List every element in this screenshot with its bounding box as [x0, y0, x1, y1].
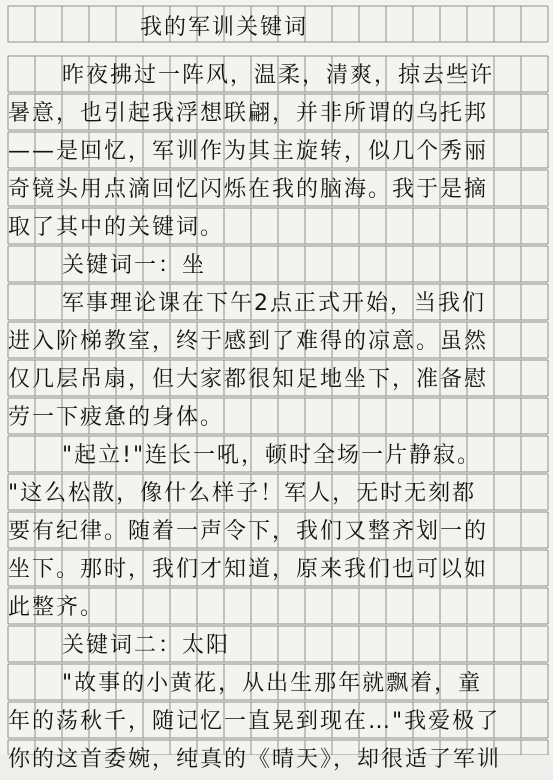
essay-line-18: 年的荡秋千，随记忆一直晃到现在…"我爱极了 — [8, 709, 501, 734]
essay-line-7: 军事理论课在下午2点正式开始，当我们 — [62, 291, 486, 316]
essay-line-13: 要有纪律。随着一声令下，我们又整齐划一的 — [8, 519, 489, 544]
essay-title: 我的军训关键词 — [140, 15, 309, 40]
essay-line-10: 劳一下疲惫的身体。 — [8, 405, 225, 430]
essay-line-1: 昨夜拂过一阵风，温柔，清爽，掠去些许 — [62, 63, 495, 88]
essay-line-6: 关键词一：坐 — [62, 253, 207, 278]
essay-line-9: 仅几层吊扇，但大家都很知足地坐下，准备慰 — [8, 367, 489, 392]
essay-line-3: ——是回忆，军训作为其主旋转，似几个秀丽 — [8, 139, 489, 164]
essay-line-12: "这么松散，像什么样子！军人，无时无刻都 — [8, 481, 477, 506]
essay-line-14: 坐下。那时，我们才知道，原来我们也可以如 — [8, 557, 489, 582]
essay-line-15: 此整齐。 — [8, 595, 105, 620]
essay-line-4: 奇镜头用点滴回忆闪烁在我的脑海。我于是摘 — [8, 177, 489, 202]
essay-line-11: "起立!"连长一吼，顿时全场一片静寂。 — [62, 443, 482, 468]
essay-line-17: "故事的小黄花，从出生那年就飘着，童 — [62, 671, 483, 696]
essay-line-2: 暑意，也引起我浮想联翩，并非所谓的乌托邦 — [8, 101, 489, 126]
essay-line-8: 进入阶梯教室，终于感到了难得的凉意。虽然 — [8, 329, 489, 354]
essay-line-16: 关键词二：太阳 — [62, 633, 231, 658]
essay-line-19: 你的这首委婉，纯真的《晴天》，却很适了军训 — [8, 747, 502, 772]
essay-line-5: 取了其中的关键词。 — [8, 215, 225, 240]
